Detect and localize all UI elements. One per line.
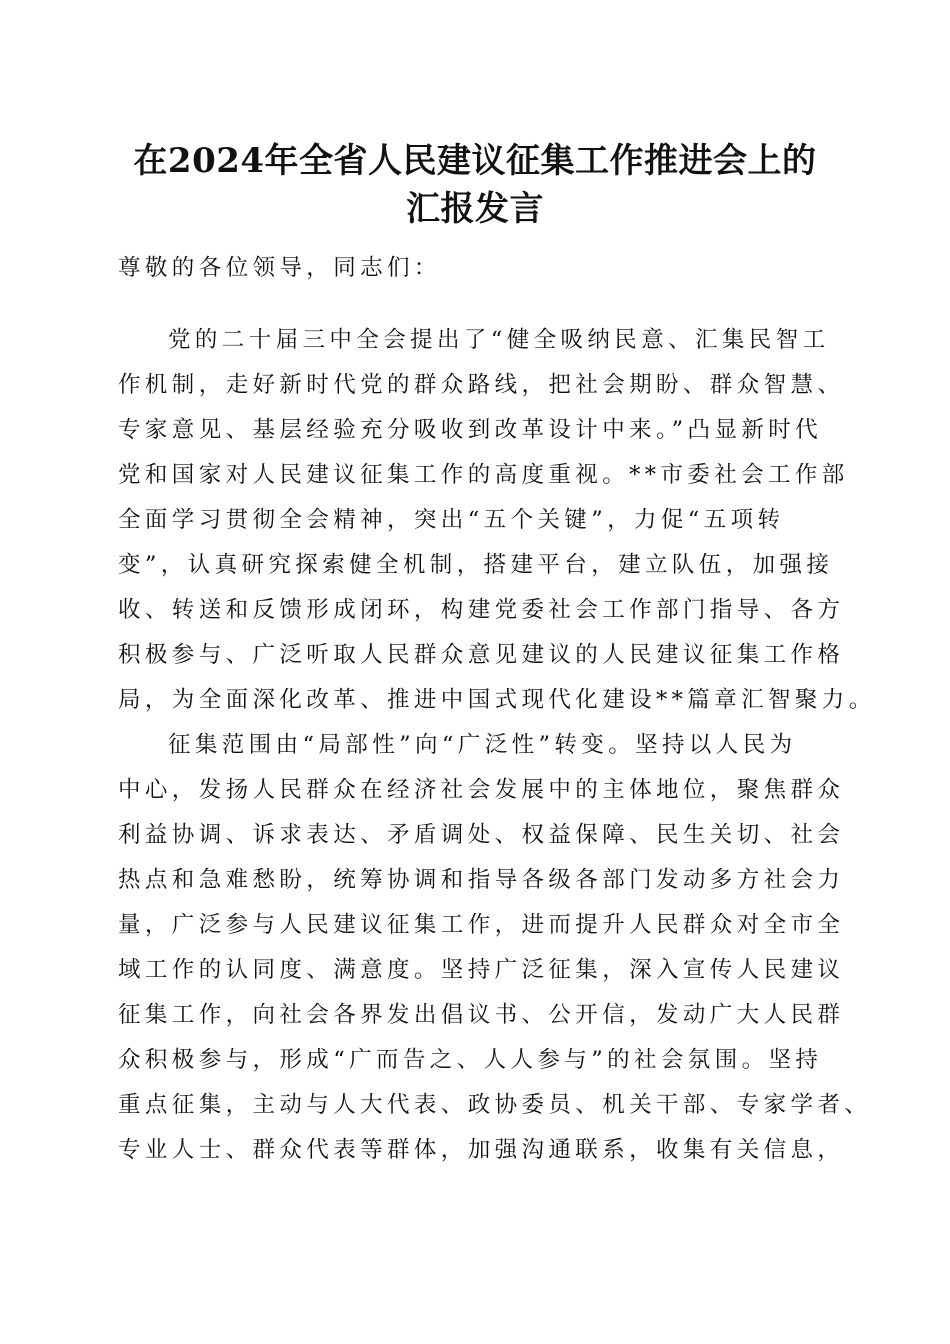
paragraph-line: 域工作的认同度、满意度。坚持广泛征集，深入宣传人民建议: [118, 957, 845, 983]
paragraph-line: 党的二十届三中全会提出了“健全吸纳民意、汇集民智工: [168, 327, 830, 353]
paragraph-line: 积极参与、广泛听取人民群众意见建议的人民建议征集工作格: [118, 642, 845, 668]
paragraph-line: 量，广泛参与人民建议征集工作，进而提升人民群众对全市全: [118, 912, 845, 938]
document-title-line-2: 汇报发言: [406, 189, 544, 229]
paragraph-line: 众积极参与，形成“广而告之、人人参与”的社会氛围。坚持: [118, 1047, 823, 1073]
paragraph-line: 收、转送和反馈形成闭环，构建党委社会工作部门指导、各方: [118, 597, 845, 623]
paragraph-line: 专家意见、基层经验充分吸收到改革设计中来。”凸显新时代: [118, 417, 823, 443]
paragraph-line: 局，为全面深化改革、推进中国式现代化建设**篇章汇智聚力。: [118, 687, 876, 713]
paragraph-line: 党和国家对人民建议征集工作的高度重视。**市委社会工作部: [118, 462, 849, 488]
paragraph-line: 征集范围由“局部性”向“广泛性”转变。坚持以人民为: [168, 732, 797, 758]
paragraph-line: 重点征集，主动与人大代表、政协委员、机关干部、专家学者、: [118, 1092, 872, 1118]
paragraph-line: 全面学习贯彻全会精神，突出“五个关键”，力促“五项转: [118, 507, 785, 533]
paragraph-line: 中心，发扬人民群众在经济社会发展中的主体地位，聚焦群众: [118, 777, 845, 803]
paragraph-line: 热点和急难愁盼，统筹协调和指导各级各部门发动多方社会力: [118, 867, 845, 893]
salutation: 尊敬的各位领导，同志们：: [118, 255, 441, 281]
paragraph-line: 作机制，走好新时代党的群众路线，把社会期盼、群众智慧、: [118, 372, 845, 398]
paragraph-line: 征集工作，向社会各界发出倡议书、公开信，发动广大人民群: [118, 1002, 845, 1028]
paragraph-line: 利益协调、诉求表达、矛盾调处、权益保障、民生关切、社会: [118, 822, 845, 848]
paragraph-line: 专业人士、群众代表等群体，加强沟通联系，收集有关信息，: [118, 1137, 845, 1163]
paragraph-line: 变”，认真研究探索健全机制，搭建平台，建立队伍，加强接: [118, 552, 834, 578]
document-title-line-1: 在2024年全省人民建议征集工作推进会上的: [133, 141, 817, 181]
